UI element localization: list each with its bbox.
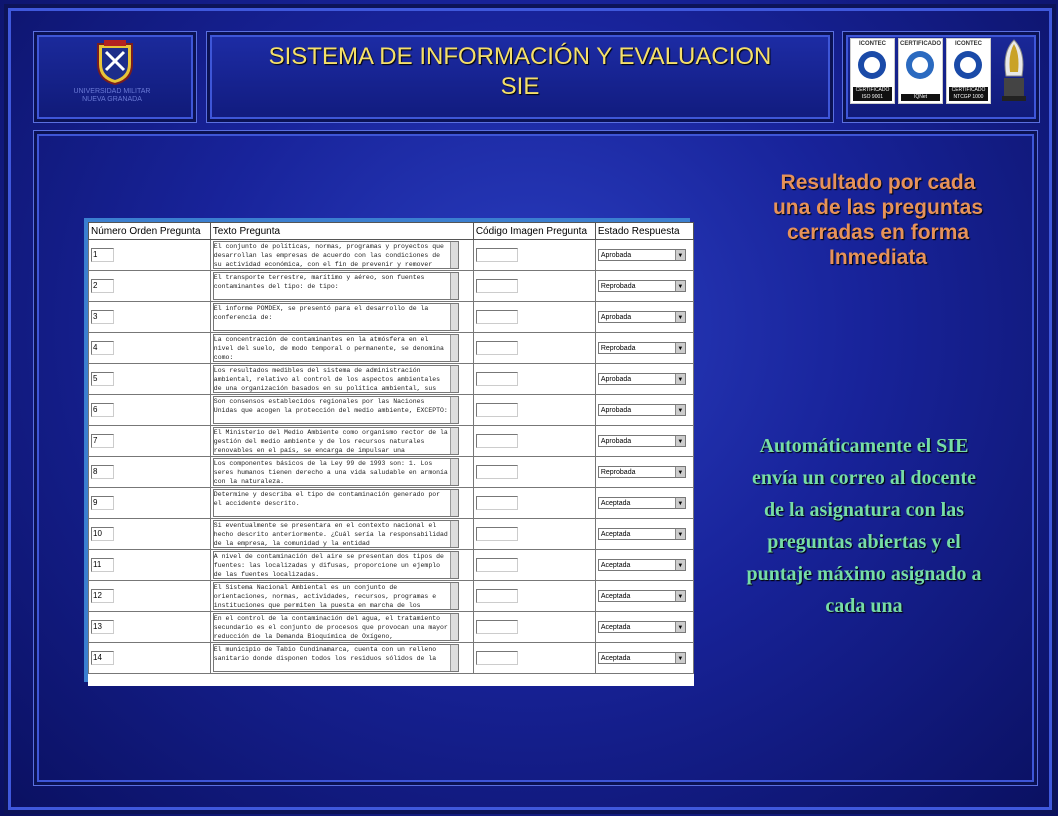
status-select[interactable]: Aprobada ▼ bbox=[598, 373, 686, 385]
order-number-input[interactable]: 11 bbox=[91, 558, 114, 572]
status-select[interactable]: Aprobada ▼ bbox=[598, 311, 686, 323]
table-row bbox=[89, 581, 694, 612]
image-cell bbox=[473, 550, 595, 581]
text-cell bbox=[210, 643, 473, 674]
number-cell bbox=[89, 426, 211, 457]
image-cell bbox=[473, 364, 595, 395]
status-select[interactable]: Aceptada ▼ bbox=[598, 621, 686, 633]
order-number-input[interactable]: 8 bbox=[91, 465, 114, 479]
image-cell bbox=[473, 643, 595, 674]
status-cell bbox=[595, 333, 693, 364]
image-cell bbox=[473, 612, 595, 643]
order-number-input[interactable]: 1 bbox=[91, 248, 114, 262]
question-textarea[interactable]: Son consensos establecidos regionales por las Naciones Unidas que acogen la protección del medio ambiente, EXCEPTO: bbox=[213, 396, 459, 424]
table-row bbox=[89, 395, 694, 426]
question-textarea[interactable]: El conjunto de políticas, normas, programas y proyectos que desarrollan las empresas de acuerdo con las condiciones de su actividad económica, con el fin de prevenir y remover bbox=[213, 241, 459, 269]
number-cell bbox=[89, 488, 211, 519]
status-cell bbox=[595, 612, 693, 643]
textarea-scrollbar[interactable] bbox=[450, 583, 458, 609]
question-textarea[interactable]: El Sistema Nacional Ambiental es un conjunto de orientaciones, normas, actividades, recursos, programas e instituciones que permiten la puesta en marcha de los bbox=[213, 582, 459, 610]
number-cell bbox=[89, 643, 211, 674]
status-cell bbox=[595, 426, 693, 457]
number-cell bbox=[89, 612, 211, 643]
image-cell bbox=[473, 333, 595, 364]
image-code-input[interactable] bbox=[476, 496, 518, 510]
textarea-scrollbar[interactable] bbox=[450, 335, 458, 361]
status-select[interactable]: Aceptada ▼ bbox=[598, 528, 686, 540]
image-code-input[interactable] bbox=[476, 403, 518, 417]
chevron-down-icon: ▼ bbox=[675, 312, 685, 322]
table-row bbox=[89, 240, 694, 271]
iqnet-badge: CERTIFICADO IQNet bbox=[898, 38, 943, 104]
column-header-text: Texto Pregunta bbox=[210, 223, 473, 240]
question-textarea[interactable]: El informe POMDEX, se presentó para el desarrollo de la conferencia de: bbox=[213, 303, 459, 331]
image-cell bbox=[473, 426, 595, 457]
table-row bbox=[89, 519, 694, 550]
image-cell bbox=[473, 457, 595, 488]
chevron-down-icon: ▼ bbox=[675, 374, 685, 384]
order-number-input[interactable]: 2 bbox=[91, 279, 114, 293]
image-code-input[interactable] bbox=[476, 465, 518, 479]
number-cell bbox=[89, 364, 211, 395]
textarea-scrollbar[interactable] bbox=[450, 521, 458, 547]
number-cell bbox=[89, 302, 211, 333]
question-textarea[interactable]: El municipio de Tabio Cundinamarca, cuenta con un relleno sanitario donde disponen todos los residuos sólidos de la bbox=[213, 644, 459, 672]
status-select[interactable]: Aceptada ▼ bbox=[598, 652, 686, 664]
table-row bbox=[89, 643, 694, 674]
image-cell bbox=[473, 271, 595, 302]
chevron-down-icon: ▼ bbox=[675, 250, 685, 260]
order-number-input[interactable]: 4 bbox=[91, 341, 114, 355]
image-code-input[interactable] bbox=[476, 651, 518, 665]
column-header-number: Número Orden Pregunta bbox=[89, 223, 211, 240]
number-cell bbox=[89, 395, 211, 426]
table-row bbox=[89, 271, 694, 302]
order-number-input[interactable]: 13 bbox=[91, 620, 114, 634]
table-row bbox=[89, 426, 694, 457]
textarea-scrollbar[interactable] bbox=[450, 614, 458, 640]
text-cell bbox=[210, 457, 473, 488]
textarea-scrollbar[interactable] bbox=[450, 397, 458, 423]
chevron-down-icon: ▼ bbox=[675, 622, 685, 632]
image-code-input[interactable] bbox=[476, 434, 518, 448]
question-textarea[interactable]: El transporte terrestre, marítimo y aéreo, son fuentes contaminantes del tipo: de tipo: bbox=[213, 272, 459, 300]
image-cell bbox=[473, 519, 595, 550]
text-cell bbox=[210, 488, 473, 519]
status-select[interactable]: Aprobada ▼ bbox=[598, 435, 686, 447]
status-select[interactable]: Reprobada ▼ bbox=[598, 280, 686, 292]
table-row bbox=[89, 612, 694, 643]
chevron-down-icon: ▼ bbox=[675, 343, 685, 353]
text-cell bbox=[210, 333, 473, 364]
status-select[interactable]: Aprobada ▼ bbox=[598, 404, 686, 416]
column-header-image: Código Imagen Pregunta bbox=[473, 223, 595, 240]
number-cell bbox=[89, 271, 211, 302]
status-cell bbox=[595, 302, 693, 333]
iso-9001-badge: ICONTEC CERTIFICADO ISO 9001 bbox=[850, 38, 895, 104]
chevron-down-icon: ▼ bbox=[675, 560, 685, 570]
textarea-scrollbar[interactable] bbox=[450, 304, 458, 330]
image-code-input[interactable] bbox=[476, 589, 518, 603]
questions-table-screenshot bbox=[88, 222, 694, 686]
table-row bbox=[89, 457, 694, 488]
image-cell bbox=[473, 488, 595, 519]
question-textarea[interactable]: El Ministerio del Medio Ambiente como organismo rector de la gestión del medio ambiente y de los recursos naturales renovables en el país, se encarga de impulsar una bbox=[213, 427, 459, 455]
logo-caption: UNIVERSIDAD MILITAR NUEVA GRANADA bbox=[73, 88, 151, 103]
status-cell bbox=[595, 271, 693, 302]
result-caption: Resultado por cada una de las preguntas cerradas en forma Inmediata bbox=[772, 171, 984, 269]
question-textarea[interactable]: La concentración de contaminantes en la atmósfera en el nivel del suelo, de modo temporal o permanente, se denomina como: bbox=[213, 334, 459, 362]
text-cell bbox=[210, 395, 473, 426]
number-cell bbox=[89, 240, 211, 271]
status-cell bbox=[595, 364, 693, 395]
university-crest-icon bbox=[92, 38, 138, 86]
number-cell bbox=[89, 333, 211, 364]
status-select[interactable]: Reprobada ▼ bbox=[598, 466, 686, 478]
image-code-input[interactable] bbox=[476, 310, 518, 324]
image-code-input[interactable] bbox=[476, 248, 518, 262]
status-select[interactable]: Aceptada ▼ bbox=[598, 559, 686, 571]
question-textarea[interactable]: A nivel de contaminación del aire se presentan dos tipos de fuentes: las localizadas y difusas, proporcione un ejemplo de las fuentes localizadas. bbox=[213, 551, 459, 579]
image-code-input[interactable] bbox=[476, 372, 518, 386]
status-select[interactable]: Aprobada ▼ bbox=[598, 249, 686, 261]
order-number-input[interactable]: 10 bbox=[91, 527, 114, 541]
status-cell bbox=[595, 240, 693, 271]
textarea-scrollbar[interactable] bbox=[450, 428, 458, 454]
question-textarea[interactable]: Determine y describa el tipo de contaminación generado por el accidente descrito. bbox=[213, 489, 459, 517]
text-cell bbox=[210, 612, 473, 643]
textarea-scrollbar[interactable] bbox=[450, 490, 458, 516]
chevron-down-icon: ▼ bbox=[675, 529, 685, 539]
trophy-icon bbox=[1000, 38, 1028, 102]
order-number-input[interactable]: 9 bbox=[91, 496, 114, 510]
order-number-input[interactable]: 6 bbox=[91, 403, 114, 417]
status-cell bbox=[595, 519, 693, 550]
status-select[interactable]: Aceptada ▼ bbox=[598, 590, 686, 602]
status-cell bbox=[595, 581, 693, 612]
chevron-down-icon: ▼ bbox=[675, 498, 685, 508]
status-select[interactable]: Aceptada ▼ bbox=[598, 497, 686, 509]
chevron-down-icon: ▼ bbox=[675, 405, 685, 415]
order-number-input[interactable]: 14 bbox=[91, 651, 114, 665]
text-cell bbox=[210, 519, 473, 550]
number-cell bbox=[89, 519, 211, 550]
text-cell bbox=[210, 550, 473, 581]
image-cell bbox=[473, 581, 595, 612]
page-title: SISTEMA DE INFORMACIÓN Y EVALUACION SIE bbox=[268, 43, 772, 100]
chevron-down-icon: ▼ bbox=[675, 281, 685, 291]
textarea-scrollbar[interactable] bbox=[450, 645, 458, 671]
status-cell bbox=[595, 643, 693, 674]
text-cell bbox=[210, 271, 473, 302]
order-number-input[interactable]: 3 bbox=[91, 310, 114, 324]
chevron-down-icon: ▼ bbox=[675, 436, 685, 446]
chevron-down-icon: ▼ bbox=[675, 591, 685, 601]
text-cell bbox=[210, 426, 473, 457]
question-textarea[interactable]: Si eventualmente se presentara en el contexto nacional el hecho descrito anteriormente. ¿Cuál sería la responsabilidad de la empresa, la comunidad y la entidad bbox=[213, 520, 459, 548]
order-number-input[interactable]: 5 bbox=[91, 372, 114, 386]
image-code-input[interactable] bbox=[476, 279, 518, 293]
ntcgp-1000-badge: ICONTEC CERTIFICADO NTCGP 1000 bbox=[946, 38, 991, 104]
question-textarea[interactable]: Los componentes básicos de la Ley 99 de 1993 son: 1. Los seres humanos tienen derecho a una vida saludable en armonía con la naturaleza. bbox=[213, 458, 459, 486]
number-cell bbox=[89, 550, 211, 581]
number-cell bbox=[89, 457, 211, 488]
textarea-scrollbar[interactable] bbox=[450, 242, 458, 268]
status-cell bbox=[595, 395, 693, 426]
table-row bbox=[89, 333, 694, 364]
chevron-down-icon: ▼ bbox=[675, 653, 685, 663]
table-row bbox=[89, 550, 694, 581]
question-textarea[interactable]: Los resultados medibles del sistema de administración ambiental, relativo al control de los aspectos ambientales de una organización basados en su política ambiental, sus bbox=[213, 365, 459, 393]
table-row bbox=[89, 488, 694, 519]
email-caption: Automáticamente el SIE envía un correo al docente de la asignatura con las preguntas abiertas y el puntaje máximo asignado a cada una bbox=[746, 435, 982, 617]
textarea-scrollbar[interactable] bbox=[450, 552, 458, 578]
textarea-scrollbar[interactable] bbox=[450, 459, 458, 485]
column-header-status: Estado Respuesta bbox=[595, 223, 693, 240]
table-row bbox=[89, 364, 694, 395]
status-select[interactable]: Reprobada ▼ bbox=[598, 342, 686, 354]
image-code-input[interactable] bbox=[476, 527, 518, 541]
question-textarea[interactable]: En el control de la contaminación del agua, el tratamiento secundario es el conjunto de procesos que provocan una mayor reducción de la Demanda Bioquímica de Oxígeno, bbox=[213, 613, 459, 641]
questions-table bbox=[88, 222, 694, 674]
text-cell bbox=[210, 302, 473, 333]
image-code-input[interactable] bbox=[476, 558, 518, 572]
textarea-scrollbar[interactable] bbox=[450, 273, 458, 299]
status-cell bbox=[595, 550, 693, 581]
image-cell bbox=[473, 395, 595, 426]
image-code-input[interactable] bbox=[476, 341, 518, 355]
chevron-down-icon: ▼ bbox=[675, 467, 685, 477]
status-cell bbox=[595, 457, 693, 488]
order-number-input[interactable]: 12 bbox=[91, 589, 114, 603]
textarea-scrollbar[interactable] bbox=[450, 366, 458, 392]
text-cell bbox=[210, 240, 473, 271]
status-cell bbox=[595, 488, 693, 519]
text-cell bbox=[210, 364, 473, 395]
number-cell bbox=[89, 581, 211, 612]
text-cell bbox=[210, 581, 473, 612]
image-cell bbox=[473, 302, 595, 333]
table-row bbox=[89, 302, 694, 333]
image-code-input[interactable] bbox=[476, 620, 518, 634]
image-cell bbox=[473, 240, 595, 271]
order-number-input[interactable]: 7 bbox=[91, 434, 114, 448]
